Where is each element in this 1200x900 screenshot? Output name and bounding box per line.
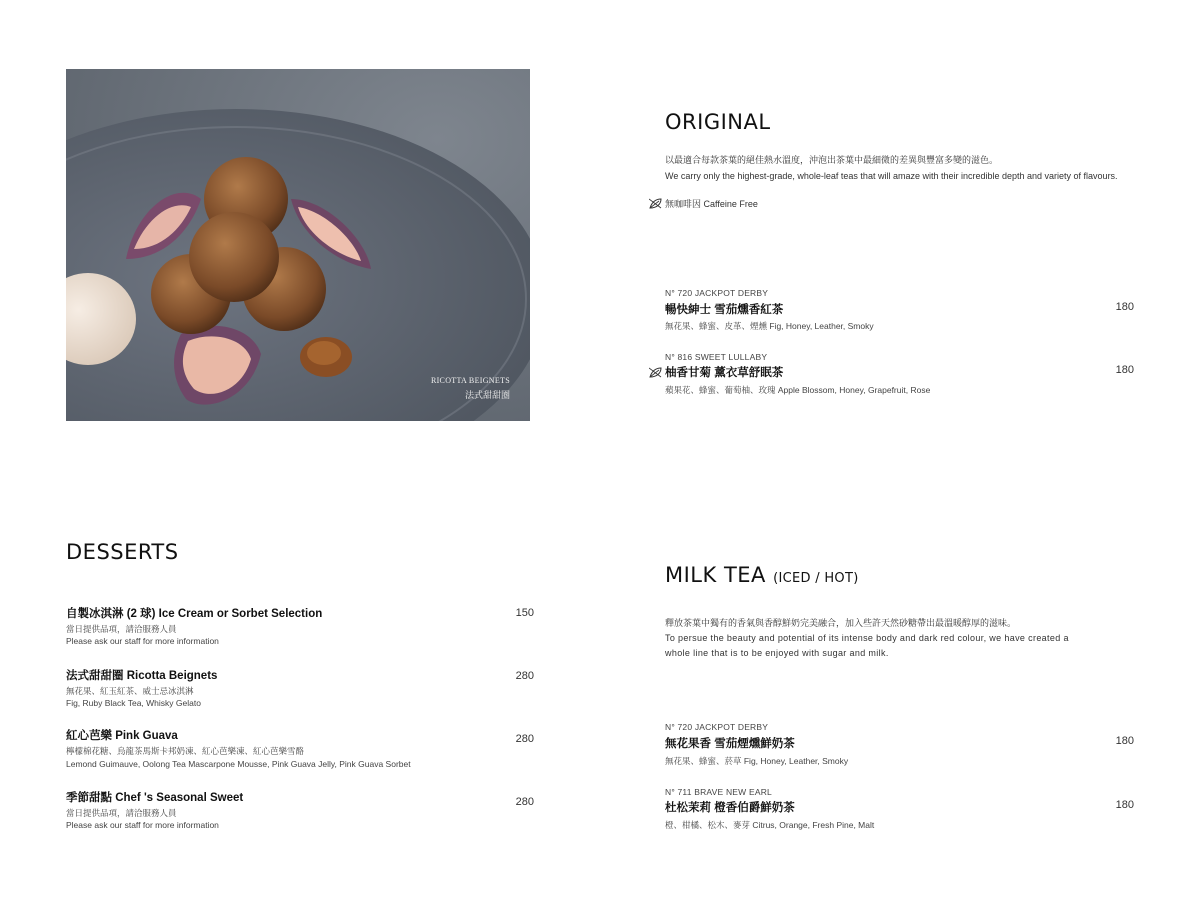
milktea-price: 180 xyxy=(1115,735,1134,747)
milktea-name: 無花果香 雪茄煙燻鮮奶茶 xyxy=(665,738,795,750)
dessert-name: 自製冰淇淋 (2 球) Ice Cream or Sorbet Selection xyxy=(66,608,323,620)
tea-desc: 無花果、蜂蜜、皮革、煙燻 Fig, Honey, Leather, Smoky xyxy=(665,321,874,331)
tea-code: N° 720 JACKPOT DERBY xyxy=(665,288,769,298)
desserts-section-title: DESSERTS xyxy=(66,540,179,564)
caffeine-free-legend xyxy=(649,197,758,210)
milktea-code: N° 711 BRAVE NEW EARL xyxy=(665,787,772,797)
dessert-desc-zh: 無花果、紅玉紅茶、威士忌冰淇淋 xyxy=(66,686,194,696)
dessert-price: 280 xyxy=(515,670,534,682)
dessert-name: 法式甜甜圈 Ricotta Beignets xyxy=(66,670,218,682)
milktea-desc: 橙、柑橘、松木、麥芽 Citrus, Orange, Fresh Pine, Malt xyxy=(665,820,875,830)
dessert-desc-en: Lemond Guimauve, Oolong Tea Mascarpone Mousse, Pink Guava Jelly, Pink Guava Sorbet xyxy=(66,759,411,769)
dessert-price: 280 xyxy=(515,796,534,808)
dessert-name: 紅心芭樂 Pink Guava xyxy=(66,730,178,742)
milktea-name: 杜松茉莉 橙香伯爵鮮奶茶 xyxy=(665,802,795,814)
dessert-price: 280 xyxy=(515,733,534,745)
milktea-title: MILK TEA xyxy=(665,563,766,587)
milktea-intro-zh: 釋放茶葉中獨有的香氣與香醇鮮奶完美融合，加入些許天然砂糖帶出最溫暖醇厚的滋味。 xyxy=(665,618,1017,628)
tea-code: N° 816 SWEET LULLABY xyxy=(665,352,768,362)
dessert-desc-zh: 當日提供品項，請洽服務人員 xyxy=(66,808,177,818)
original-intro xyxy=(665,152,1118,184)
dessert-desc-en: Please ask our staff for more information xyxy=(66,636,219,646)
milktea-intro-en-line1: To persue the beauty and potential of its intense body and dark red colour, we have created a xyxy=(665,633,1069,643)
caffeine-free-leaf-icon xyxy=(649,367,662,378)
tea-name: 柚香甘菊 薰衣草舒眠茶 xyxy=(665,367,784,379)
dessert-photo xyxy=(66,69,530,421)
tea-price: 180 xyxy=(1115,301,1134,313)
dessert-desc-en: Fig, Ruby Black Tea, Whisky Gelato xyxy=(66,698,201,708)
leaf-icon xyxy=(649,198,662,209)
milktea-code: N° 720 JACKPOT DERBY xyxy=(665,722,769,732)
milktea-section-title xyxy=(665,563,859,587)
original-intro-zh: 以最適合每款茶葉的絕佳熱水溫度，沖泡出茶葉中最細微的差異與豐富多變的滋色。 xyxy=(665,155,999,165)
dessert-desc-zh: 檸檬棉花糖、烏龍茶馬斯卡邦奶凍、紅心芭樂凍、紅心芭樂雪酪 xyxy=(66,746,305,756)
dessert-desc-en: Please ask our staff for more information xyxy=(66,820,219,830)
milktea-intro xyxy=(665,616,1069,661)
dessert-name: 季節甜點 Chef 's Seasonal Sweet xyxy=(66,792,244,804)
milktea-intro-en-line2: whole line that is to be enjoyed with sugar and milk. xyxy=(665,648,889,658)
photo-caption-zh: 法式甜甜圈 xyxy=(464,390,510,400)
original-section-title: ORIGINAL xyxy=(665,110,771,134)
photo-caption-en: RICOTTA BEIGNETS xyxy=(430,376,510,385)
original-intro-en: We carry only the highest-grade, whole-leaf teas that will amaze with their incredible depth and variety of flavours. xyxy=(665,171,1118,181)
milktea-subtitle: (ICED / HOT) xyxy=(773,571,859,586)
ricotta-beignets-image xyxy=(66,69,530,421)
tea-name: 暢快紳士 雪茄燻香紅茶 xyxy=(665,304,784,316)
milktea-desc: 無花果、蜂蜜、菸草 Fig, Honey, Leather, Smoky xyxy=(665,756,849,766)
tea-desc: 蘋果花、蜂蜜、葡萄柚、玫瑰 Apple Blossom, Honey, Grapefruit, Rose xyxy=(665,385,931,395)
caffeine-free-label: 無咖啡因 Caffeine Free xyxy=(665,199,758,209)
dessert-desc-zh: 當日提供品項，請洽服務人員 xyxy=(66,624,177,634)
dessert-price: 150 xyxy=(515,607,534,619)
tea-price: 180 xyxy=(1115,364,1134,376)
milktea-price: 180 xyxy=(1115,799,1134,811)
